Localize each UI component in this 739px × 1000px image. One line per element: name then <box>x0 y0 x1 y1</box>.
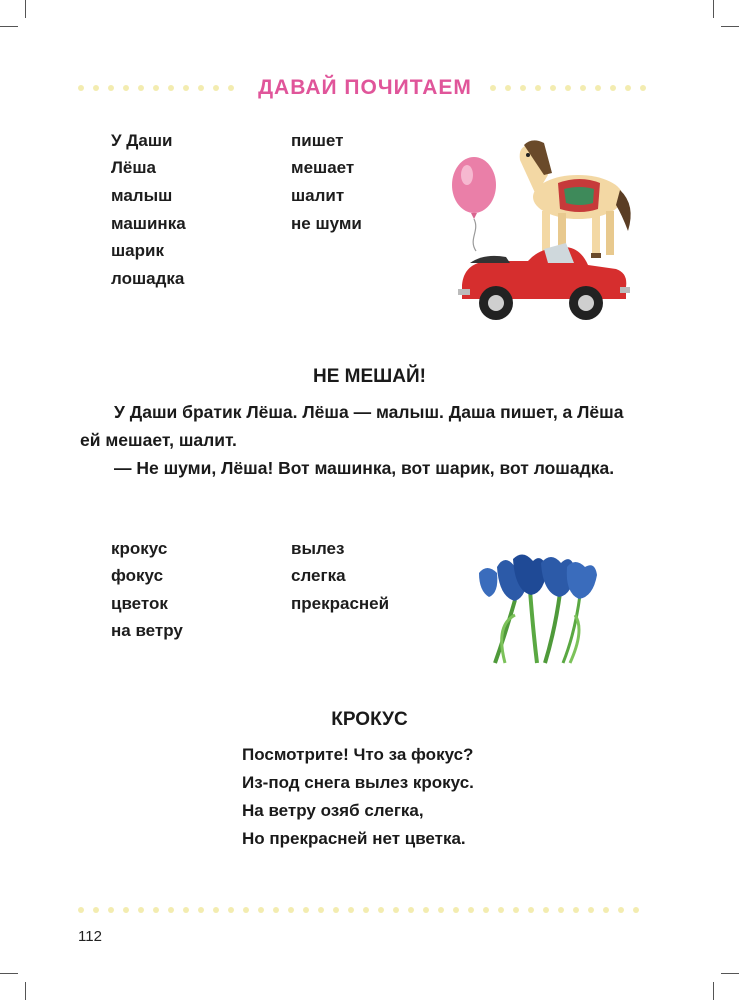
dot <box>363 907 369 913</box>
dot <box>603 907 609 913</box>
word-item: машинка <box>111 214 186 233</box>
dot <box>565 85 571 91</box>
word-item: вылез <box>291 539 345 558</box>
dot <box>213 907 219 913</box>
word-item: не шуми <box>291 214 362 233</box>
dot <box>123 907 129 913</box>
poem-title: КРОКУС <box>331 709 408 730</box>
dot <box>498 907 504 913</box>
dot <box>453 907 459 913</box>
dot <box>348 907 354 913</box>
dot <box>318 907 324 913</box>
word-item: цветок <box>111 594 168 613</box>
dot <box>468 907 474 913</box>
header-dots-left <box>78 85 234 91</box>
dot <box>483 907 489 913</box>
crop-mark <box>713 0 714 18</box>
dot <box>138 85 144 91</box>
word-item: малыш <box>111 186 173 205</box>
dot <box>288 907 294 913</box>
dot <box>273 907 279 913</box>
poem-line: Из-под снега вылез крокус. <box>242 773 474 792</box>
dot <box>243 907 249 913</box>
dot <box>378 907 384 913</box>
crop-mark <box>721 973 739 974</box>
crop-mark <box>713 982 714 1000</box>
header-dots-right <box>490 85 646 91</box>
word-item: шалит <box>291 186 345 205</box>
dot <box>505 85 511 91</box>
dot <box>633 907 639 913</box>
story-paragraph: У Даши братик Лёша. Лёша — малыш. Даша пишет, а Лёша <box>114 402 624 422</box>
crop-mark <box>0 26 18 27</box>
crop-mark <box>721 26 739 27</box>
page-number: 112 <box>78 928 102 945</box>
dot <box>198 85 204 91</box>
poem-line: На ветру озяб слегка, <box>242 801 424 820</box>
crop-mark <box>0 973 18 974</box>
dot <box>93 85 99 91</box>
dot <box>423 907 429 913</box>
word-item: прекрасней <box>291 594 390 613</box>
dot <box>588 907 594 913</box>
word-item: мешает <box>291 158 355 177</box>
dot <box>490 85 496 91</box>
crocus-flower-icon <box>479 554 597 663</box>
dot <box>138 907 144 913</box>
dot <box>640 85 646 91</box>
dot <box>213 85 219 91</box>
crop-mark <box>25 982 26 1000</box>
word-item: пишет <box>291 131 344 150</box>
dot <box>153 907 159 913</box>
word-item: слегка <box>291 566 346 585</box>
story-paragraph: — Не шуми, Лёша! Вот машинка, вот шарик, вот лошадка. <box>114 458 615 478</box>
dot <box>93 907 99 913</box>
word-item: крокус <box>111 539 168 558</box>
dot <box>123 85 129 91</box>
word-item: Лёша <box>111 158 157 177</box>
horse-icon <box>520 140 631 258</box>
dot <box>513 907 519 913</box>
dot <box>550 85 556 91</box>
word-item: фокус <box>111 566 164 585</box>
crocus-illustration <box>475 545 605 665</box>
dot <box>573 907 579 913</box>
word-item: на ветру <box>111 621 183 640</box>
dot <box>108 85 114 91</box>
dot <box>333 907 339 913</box>
dot <box>438 907 444 913</box>
poem-line: Но прекрасней нет цветка. <box>242 829 466 848</box>
dot <box>108 907 114 913</box>
page-title: ДАВАЙ ПОЧИТАЕМ <box>258 76 472 99</box>
dot <box>393 907 399 913</box>
dot <box>168 907 174 913</box>
balloon-icon <box>452 157 496 251</box>
toy-illustration <box>440 135 640 325</box>
dot <box>625 85 631 91</box>
dot <box>535 85 541 91</box>
dot <box>153 85 159 91</box>
dot <box>198 907 204 913</box>
dot <box>228 85 234 91</box>
dot <box>303 907 309 913</box>
dot <box>543 907 549 913</box>
toy-car-icon <box>458 243 630 320</box>
dot <box>528 907 534 913</box>
dot <box>183 907 189 913</box>
dot <box>558 907 564 913</box>
dot <box>228 907 234 913</box>
dot <box>258 907 264 913</box>
story-paragraph: ей мешает, шалит. <box>80 430 237 450</box>
dot <box>168 85 174 91</box>
dot <box>618 907 624 913</box>
word-item: лошадка <box>111 269 185 288</box>
crop-mark <box>25 0 26 18</box>
dot <box>183 85 189 91</box>
dot <box>408 907 414 913</box>
dot <box>580 85 586 91</box>
story-title: НЕ МЕШАЙ! <box>313 366 426 387</box>
footer-dots <box>78 907 639 913</box>
dot <box>78 907 84 913</box>
poem-line: Посмотрите! Что за фокус? <box>242 745 474 764</box>
dot <box>595 85 601 91</box>
dot <box>78 85 84 91</box>
dot <box>610 85 616 91</box>
dot <box>520 85 526 91</box>
word-item: шарик <box>111 241 164 260</box>
word-item: У Даши <box>111 131 173 150</box>
